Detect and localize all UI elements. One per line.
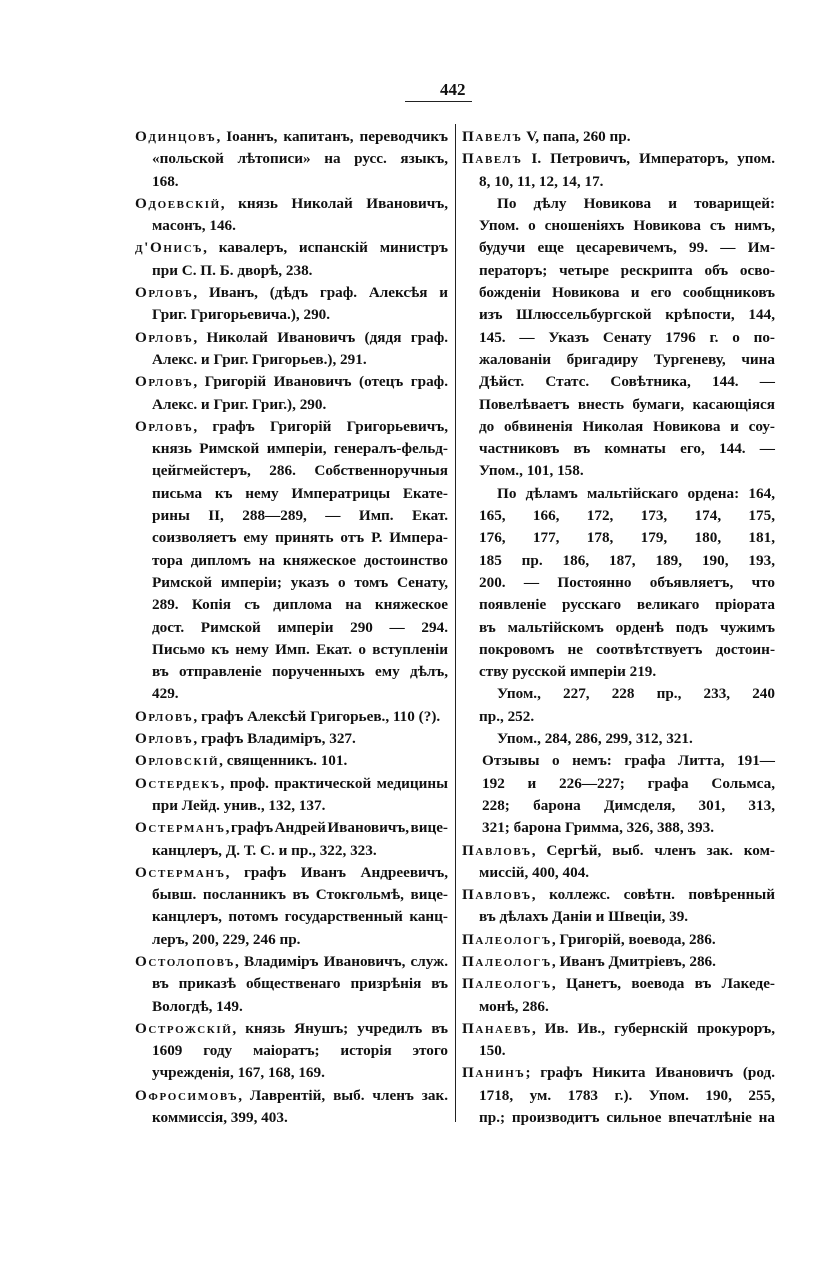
text-line xyxy=(462,416,775,438)
entry-text: миссій, 400, 404. xyxy=(479,863,590,881)
entry-text: дост. Римской имперіи 290 — 294. xyxy=(152,618,448,636)
text-line xyxy=(462,1040,775,1062)
text-line xyxy=(462,460,775,482)
entry-headword: Орловъ xyxy=(135,730,194,748)
text-line xyxy=(135,215,448,237)
entry-text: , Цанетъ, воевода въ Лакеде- xyxy=(551,975,775,993)
entry-text: , коллежс. совѣтн. повѣренный xyxy=(531,886,775,904)
text-line xyxy=(462,840,775,862)
entry-text: Вологдѣ, 149. xyxy=(152,997,243,1015)
text-line xyxy=(462,282,775,304)
index-entry xyxy=(135,951,448,1018)
entry-text: появленіе русскаго великаго пріората xyxy=(479,596,775,614)
index-subparagraph xyxy=(462,483,775,684)
entry-text: пр., 252. xyxy=(479,707,535,725)
entry-text: 228; барона Димсделя, 301, 313, xyxy=(482,796,775,814)
entry-text: , Сергѣй, выб. членъ зак. ком- xyxy=(531,841,775,859)
text-line xyxy=(462,1062,775,1084)
entry-text: до обвиненія Николая Новикова и соу- xyxy=(479,417,775,435)
index-entry xyxy=(135,1018,448,1085)
text-line xyxy=(462,550,775,572)
index-entry xyxy=(135,371,448,416)
text-line xyxy=(135,260,448,282)
entry-text: рины II, 288—289, — Имп. Екат. xyxy=(152,507,448,525)
index-entry xyxy=(462,884,775,929)
left-column xyxy=(135,126,448,1129)
text-line xyxy=(135,1062,448,1084)
entry-text: По дѣлу Новикова и товарищей: xyxy=(497,194,775,212)
entry-text: 1609 году маіоратъ; исторія этого xyxy=(152,1042,448,1060)
entry-text: , Николай Ивановичъ (дядя граф. xyxy=(193,328,448,346)
entry-text: Алекс. и Григ. Григорьев.), 291. xyxy=(152,350,367,368)
index-entry xyxy=(135,773,448,818)
entry-headword: Орловъ xyxy=(135,373,194,391)
index-subparagraph xyxy=(462,750,775,839)
entry-text: , Владиміръ Ивановичъ, служ. xyxy=(235,952,448,970)
entry-text: 165, 166, 172, 173, 174, 175, xyxy=(479,507,775,525)
entry-text: , графъ Иванъ Андреевичъ, xyxy=(225,863,448,881)
text-line xyxy=(135,840,448,862)
index-entry xyxy=(135,327,448,372)
entry-headword: Палеологъ xyxy=(462,975,552,993)
text-line xyxy=(135,416,448,438)
entry-text: 192 и 226—227; графа Сольмса, xyxy=(482,774,775,792)
entry-text: , князь Янушъ; учредилъ въ xyxy=(232,1019,448,1037)
text-line xyxy=(462,639,775,661)
entry-headword: Палеологъ xyxy=(462,930,552,948)
entry-text: ству русской имперіи 219. xyxy=(479,663,657,681)
text-line xyxy=(462,349,775,371)
text-line xyxy=(462,171,775,193)
entry-text: ; графъ Никита Ивановичъ (род. xyxy=(525,1064,775,1082)
text-line xyxy=(462,371,775,393)
text-line xyxy=(462,683,775,705)
entry-headword: Палеологъ xyxy=(462,952,552,970)
entry-text: , князь Николай Ивановичъ, xyxy=(220,194,448,212)
entry-text: письма къ нему Императрицы Екате- xyxy=(152,484,448,502)
entry-text: Алекс. и Григ. Григ.), 290. xyxy=(152,395,327,413)
entry-headword: Острожскій xyxy=(135,1019,233,1037)
entry-headword: Остерманъ xyxy=(135,863,226,881)
entry-text: 1718, ум. 1783 г.). Упом. 190, 255, xyxy=(479,1086,775,1104)
entry-text: леръ, 200, 229, 246 пр. xyxy=(152,930,301,948)
entry-headword: Орловскій xyxy=(135,752,220,770)
text-line xyxy=(135,973,448,995)
text-line xyxy=(135,527,448,549)
text-line xyxy=(462,527,775,549)
entry-text: 289. Копія съ диплома на княжеское xyxy=(152,596,448,614)
text-line xyxy=(135,750,448,772)
text-line xyxy=(135,572,448,594)
index-entry xyxy=(135,282,448,327)
text-line xyxy=(462,951,775,973)
entry-text: канцлеръ, потомъ государственный канц- xyxy=(152,908,448,926)
text-line xyxy=(135,996,448,1018)
index-subparagraph xyxy=(462,728,775,750)
entry-text: пр.; производитъ сильное впечатлѣніе на xyxy=(479,1109,775,1127)
text-line xyxy=(135,148,448,170)
text-line xyxy=(462,594,775,616)
text-line xyxy=(135,728,448,750)
index-entry xyxy=(462,126,775,148)
text-line xyxy=(135,327,448,349)
entry-text: князь Римской имперіи, генералъ-фельд- xyxy=(152,440,448,458)
text-line xyxy=(135,505,448,527)
entry-text: божденіи Новикова и его сообщниковъ xyxy=(479,284,775,302)
text-line xyxy=(135,683,448,705)
index-entry xyxy=(462,840,775,885)
entry-text: тора дипломъ на княжеское достоинство xyxy=(152,551,448,569)
text-line xyxy=(135,1040,448,1062)
page-number-rule xyxy=(405,101,472,102)
entry-text: канцлеръ, Д. Т. С. и пр., 322, 323. xyxy=(152,841,377,859)
entry-headword: Павловъ xyxy=(462,841,532,859)
entry-text: коммиссія, 399, 403. xyxy=(152,1109,288,1127)
entry-headword: Павловъ xyxy=(462,886,532,904)
text-line xyxy=(462,505,775,527)
text-line xyxy=(135,171,448,193)
entry-text: Упом., 284, 286, 299, 312, 321. xyxy=(497,730,693,748)
text-line xyxy=(462,237,775,259)
index-entry xyxy=(462,973,775,1018)
entry-text: Римской имперіи; указъ о томъ Сенату, xyxy=(152,573,448,591)
text-line xyxy=(135,438,448,460)
entry-headword: Остерманъ xyxy=(135,819,226,837)
entry-text: въ дѣлахъ Даніи и Швеціи, 39. xyxy=(479,908,689,926)
entry-text: , графъ Алексѣй Григорьев., 110 (?). xyxy=(193,707,441,725)
index-entry xyxy=(135,706,448,728)
entry-headword: Орловъ xyxy=(135,417,194,435)
index-entry xyxy=(135,1085,448,1130)
entry-headword: Панаевъ xyxy=(462,1019,532,1037)
text-line xyxy=(135,304,448,326)
text-line xyxy=(462,617,775,639)
text-line xyxy=(462,148,775,170)
text-line xyxy=(135,617,448,639)
text-line xyxy=(462,572,775,594)
text-line xyxy=(135,773,448,795)
entry-text: при Лейд. унив., 132, 137. xyxy=(152,796,326,814)
entry-text: , Лаврентій, выб. членъ зак. xyxy=(238,1086,448,1104)
text-line xyxy=(135,929,448,951)
entry-text: изъ Шлюссельбургской крѣпости, 144, xyxy=(479,306,775,324)
text-line xyxy=(135,661,448,683)
text-line xyxy=(135,282,448,304)
entry-text: , графъ Андрей Ивановичъ, вице- xyxy=(225,819,448,837)
index-entry xyxy=(135,728,448,750)
entry-text: при С. П. Б. дворѣ, 238. xyxy=(152,261,313,279)
text-line xyxy=(135,371,448,393)
entry-text: Отзывы о немъ: графа Литта, 191— xyxy=(482,752,775,770)
index-entry xyxy=(462,1018,775,1063)
right-column xyxy=(462,126,775,1129)
entry-headword: Орловъ xyxy=(135,328,194,346)
entry-text: , Григорій, воевода, 286. xyxy=(551,930,716,948)
index-entry xyxy=(135,750,448,772)
entry-text: въ отправленіе порученныхъ ему дѣлъ, xyxy=(152,663,448,681)
text-line xyxy=(135,394,448,416)
entry-text: учрежденія, 167, 168, 169. xyxy=(152,1064,325,1082)
column-divider xyxy=(455,124,456,1122)
text-line xyxy=(135,550,448,572)
text-line xyxy=(462,706,775,728)
text-line xyxy=(462,906,775,928)
text-line xyxy=(462,260,775,282)
text-line xyxy=(135,795,448,817)
text-line xyxy=(462,973,775,995)
entry-text: «польской лѣтописи» на русс. языкъ, xyxy=(152,150,448,168)
entry-text: 168. xyxy=(152,172,179,190)
entry-text: 429. xyxy=(152,685,179,703)
text-line xyxy=(462,438,775,460)
text-line xyxy=(135,1018,448,1040)
entry-text: 145. — Указъ Сенату 1796 г. о по- xyxy=(479,328,775,346)
entry-text: 150. xyxy=(479,1042,506,1060)
entry-headword: Орловъ xyxy=(135,707,194,725)
text-line xyxy=(135,862,448,884)
entry-headword: Павелъ xyxy=(462,150,523,168)
entry-text: 176, 177, 178, 179, 180, 181, xyxy=(479,529,775,547)
entry-text: въ приказѣ общественаго призрѣнія въ xyxy=(152,975,448,993)
entry-text: бывш. посланникъ въ Стокгольмѣ, вице- xyxy=(152,886,448,904)
text-line xyxy=(462,215,775,237)
text-line xyxy=(462,483,775,505)
text-line xyxy=(135,906,448,928)
text-line xyxy=(135,483,448,505)
text-line xyxy=(135,193,448,215)
index-entry xyxy=(462,929,775,951)
entry-text: 185 пр. 186, 187, 189, 190, 193, xyxy=(479,551,775,569)
entry-headword: Одоевскій xyxy=(135,194,221,212)
entry-headword: Офросимовъ xyxy=(135,1086,239,1104)
entry-text: , Иванъ, (дѣдъ граф. Алексѣя и xyxy=(193,284,448,302)
text-line xyxy=(462,1018,775,1040)
entry-text: , Ив. Ив., губернскій прокуроръ, xyxy=(531,1019,775,1037)
entry-text: , Григорій Ивановичъ (отецъ граф. xyxy=(193,373,448,391)
entry-headword: д'Онисъ xyxy=(135,239,204,257)
entry-text: Письмо къ нему Имп. Екат. о вступленіи xyxy=(152,640,448,658)
entry-text: покровомъ не соотвѣтствуетъ достоин- xyxy=(479,640,775,658)
text-line xyxy=(135,460,448,482)
text-line xyxy=(462,661,775,683)
text-line xyxy=(462,126,775,148)
text-line xyxy=(462,1085,775,1107)
entry-text: 8, 10, 11, 12, 14, 17. xyxy=(479,172,604,190)
text-line xyxy=(462,1107,775,1129)
entry-text: Упом., 227, 228 пр., 233, 240 xyxy=(497,685,775,703)
text-line xyxy=(462,193,775,215)
entry-text: , графъ Григорій Григорьевичъ, xyxy=(193,417,448,435)
entry-text: монѣ, 286. xyxy=(479,997,549,1015)
entry-text: , священникъ. 101. xyxy=(219,752,348,770)
text-line xyxy=(135,706,448,728)
entry-text: жалованіи бригадиру Тургеневу, чина xyxy=(479,350,775,368)
text-line xyxy=(462,728,775,750)
text-line xyxy=(462,929,775,951)
entry-text: , графъ Владиміръ, 327. xyxy=(193,730,356,748)
text-line xyxy=(135,594,448,616)
text-line xyxy=(135,817,448,839)
text-line xyxy=(482,795,775,817)
text-line xyxy=(135,884,448,906)
text-line xyxy=(462,996,775,1018)
text-line xyxy=(482,773,775,795)
entry-text: , Іоаннъ, капитанъ, переводчикъ xyxy=(216,128,448,145)
entry-text: I. Петровичъ, Императоръ, упом. xyxy=(522,150,775,168)
index-entry xyxy=(135,126,448,193)
entry-text: 321; барона Гримма, 326, 388, 393. xyxy=(482,819,715,837)
text-line xyxy=(135,639,448,661)
text-line xyxy=(462,327,775,349)
entry-headword: Павелъ xyxy=(462,128,523,145)
text-line xyxy=(482,750,775,772)
index-entry xyxy=(462,148,775,193)
entry-text: Повелѣваетъ внесть бумаги, касающіяся xyxy=(479,395,775,413)
index-entry xyxy=(135,193,448,238)
entry-text: , Иванъ Дмитріевъ, 286. xyxy=(551,952,716,970)
entry-text: частниковъ въ комнаты его, 144. — xyxy=(479,440,775,458)
index-entry xyxy=(135,862,448,951)
text-line xyxy=(135,1107,448,1129)
entry-text: цейгмейстеръ, 286. Собственноручныя xyxy=(152,462,448,480)
entry-text: Дѣйст. Статс. Совѣтника, 144. — xyxy=(479,373,775,391)
index-entry xyxy=(135,237,448,282)
entry-text: масонъ, 146. xyxy=(152,217,236,235)
entry-text: соизволяетъ ему принять отъ Р. Импера- xyxy=(152,529,448,547)
entry-headword: Орловъ xyxy=(135,284,194,302)
index-entry xyxy=(135,817,448,862)
index-subparagraph xyxy=(462,683,775,728)
page-number: 442 xyxy=(440,80,466,99)
text-line xyxy=(135,349,448,371)
index-entry xyxy=(462,951,775,973)
text-line xyxy=(462,394,775,416)
text-line xyxy=(135,951,448,973)
entry-text: Григ. Григорьевича.), 290. xyxy=(152,306,331,324)
index-entry xyxy=(462,1062,775,1129)
entry-headword: Остолоповъ xyxy=(135,952,235,970)
entry-text: Упом. о сношеніяхъ Новикова съ нимъ, xyxy=(479,217,775,235)
text-line xyxy=(462,884,775,906)
text-line xyxy=(482,817,775,839)
text-line xyxy=(135,237,448,259)
entry-text: , проф. практической медицины xyxy=(220,774,448,792)
entry-text: ператоръ; четыре рескрипта объ осво- xyxy=(479,261,775,279)
entry-text: Упом., 101, 158. xyxy=(479,462,584,480)
entry-text: будучи еще цесаревичемъ, 99. — Им- xyxy=(479,239,775,257)
text-line xyxy=(462,304,775,326)
entry-headword: Одинцовъ xyxy=(135,128,217,145)
text-line xyxy=(135,1085,448,1107)
entry-text: въ мальтійскомъ орденѣ подъ чужимъ xyxy=(479,618,775,636)
index-entry xyxy=(135,416,448,706)
entry-text: , кавалеръ, испанскій министръ xyxy=(203,239,448,257)
text-line xyxy=(135,126,448,148)
entry-text: 200. — Постоянно объявляетъ, что xyxy=(479,573,775,591)
text-line xyxy=(462,862,775,884)
entry-headword: Остердекъ xyxy=(135,774,221,792)
entry-text: По дѣламъ мальтійскаго ордена: 164, xyxy=(497,484,775,502)
index-subparagraph xyxy=(462,193,775,483)
entry-text: V, папа, 260 пр. xyxy=(522,128,631,145)
entry-headword: Панинъ xyxy=(462,1064,526,1082)
